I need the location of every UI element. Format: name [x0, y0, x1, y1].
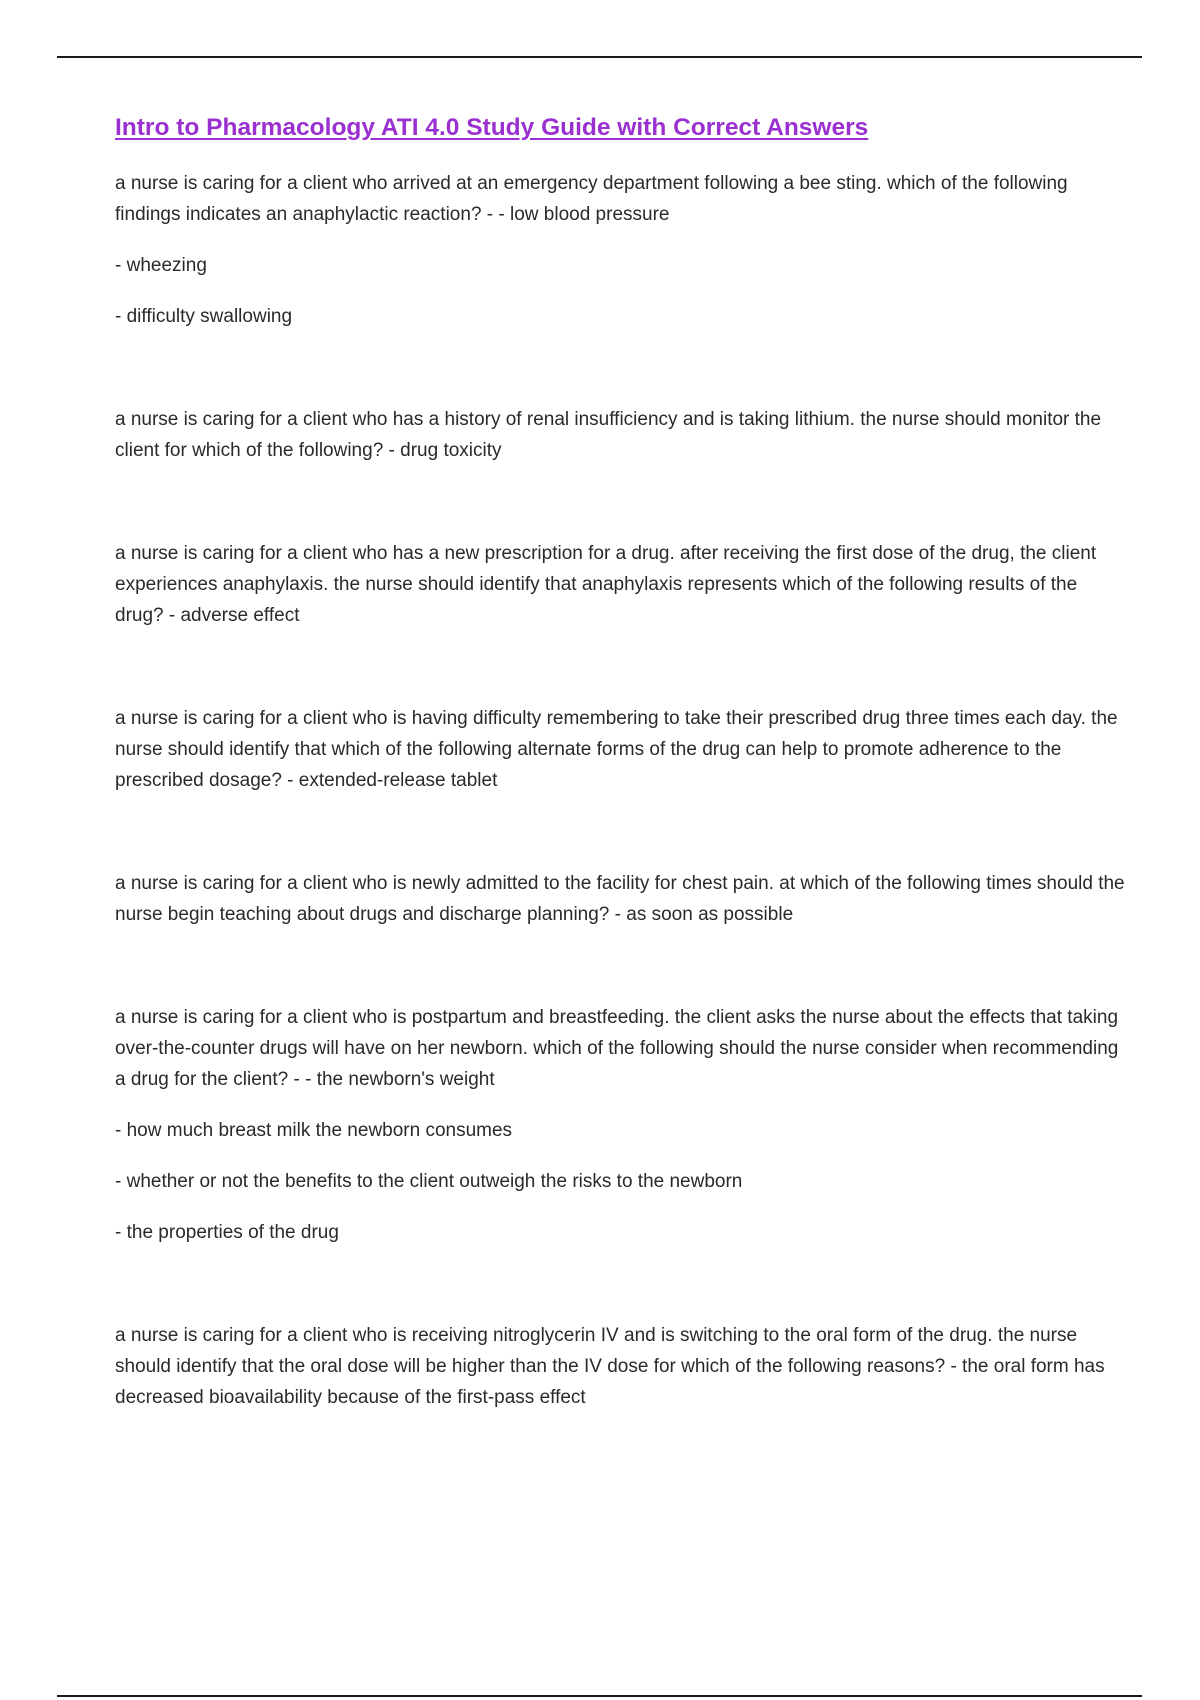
qa-item-1	[115, 168, 1125, 332]
question-text: a nurse is caring for a client who is receiving nitroglycerin IV and is switching to the oral form of the drug. the nurse should identify that the oral dose will be higher than the IV dose for which of the following reasons? - the oral form has decreased bioavailability because of the first-pass effect	[115, 1325, 1105, 1408]
answer-option: - wheezing	[115, 255, 207, 276]
document-body	[115, 112, 1125, 1413]
qa-item-2	[115, 404, 1125, 466]
answer-option: - the properties of the drug	[115, 1222, 339, 1243]
question-text: a nurse is caring for a client who has a new prescription for a drug. after receiving the first dose of the drug, the client experiences anaphylaxis. the nurse should identify that anaphylaxis represents which of the following results of the drug? - adverse effect	[115, 543, 1097, 626]
qa-item-6	[115, 1002, 1125, 1248]
question-text: a nurse is caring for a client who is postpartum and breastfeeding. the client asks the nurse about the effects that taking over-the-counter drugs will have on her newborn. which of the following should the nurse consider when recommending a drug for the client? - - the newborn's weight	[115, 1007, 1119, 1090]
answer-option: - whether or not the benefits to the client outweigh the risks to the newborn	[115, 1171, 743, 1192]
qa-item-7	[115, 1320, 1125, 1413]
qa-item-3	[115, 538, 1125, 631]
question-text: a nurse is caring for a client who arrived at an emergency department following a bee sting. which of the following findings indicates an anaphylactic reaction? - - low blood pressure	[115, 173, 1068, 225]
answer-option: - difficulty swallowing	[115, 306, 293, 327]
question-text: a nurse is caring for a client who is newly admitted to the facility for chest pain. at which of the following times should the nurse begin teaching about drugs and discharge planning? - as soon as possible	[115, 873, 1125, 925]
header-rule	[57, 56, 1142, 58]
question-text: a nurse is caring for a client who has a history of renal insufficiency and is taking lithium. the nurse should monitor the client for which of the following? - drug toxicity	[115, 409, 1102, 461]
answer-option: - how much breast milk the newborn consumes	[115, 1120, 513, 1141]
document-title[interactable]: Intro to Pharmacology ATI 4.0 Study Guide with Correct Answers	[115, 114, 869, 141]
qa-item-4	[115, 703, 1125, 796]
question-text: a nurse is caring for a client who is having difficulty remembering to take their prescribed drug three times each day. the nurse should identify that which of the following alternate forms of the drug can help to promote adherence to the prescribed dosage? - extended-release tablet	[115, 708, 1118, 791]
qa-item-5	[115, 868, 1125, 930]
footer-rule	[57, 1695, 1142, 1697]
